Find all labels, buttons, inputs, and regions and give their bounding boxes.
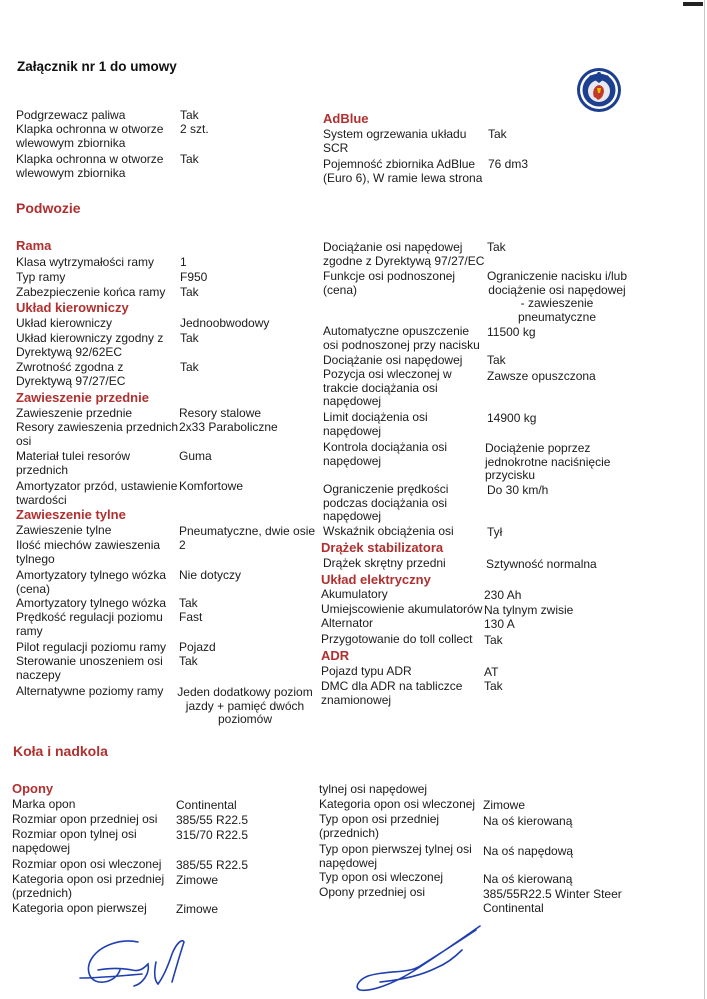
label: Klapka ochronna w otworze wlewowym zbiornika — [16, 122, 164, 150]
value: Tak — [180, 331, 199, 345]
value: Guma — [179, 449, 212, 463]
value: 1 — [180, 255, 187, 269]
value: 11500 kg — [487, 325, 536, 339]
value: Do 30 km/h — [487, 483, 549, 497]
label: Funkcje osi podnoszonej (cena) — [323, 269, 456, 297]
value: Tak — [180, 108, 199, 122]
value: Tył — [487, 525, 503, 539]
label: Układ kierowniczy zgodny z Dyrektywą 92/62EC — [16, 331, 164, 359]
label: Zawieszenie przednie — [16, 406, 133, 420]
value: Continental — [176, 798, 237, 812]
value: Tak — [179, 596, 198, 610]
label: Pojemność zbiornika AdBlue (Euro 6), W ramie lewa strona — [323, 157, 483, 185]
label: Automatyczne opuszczenie osi podnoszonej przy nacisku — [323, 324, 480, 352]
label: Dociążanie osi napędowej — [323, 353, 463, 367]
label: Prędkość regulacji poziomu ramy — [16, 610, 163, 638]
page-title: Załącznik nr 1 do umowy — [17, 59, 177, 74]
value: F950 — [180, 270, 208, 284]
value: 385/55 R22.5 — [176, 813, 249, 827]
value: Tak — [484, 633, 503, 647]
value: 2 szt. — [180, 122, 209, 136]
value: Zimowe — [483, 798, 526, 812]
value: 315/70 R22.5 — [176, 828, 249, 842]
value: 2x33 Paraboliczne — [179, 420, 278, 434]
label: Kontrola dociążania osi napędowej — [323, 440, 448, 468]
value: Sztywność normalna — [486, 557, 597, 571]
label: Resory zawieszenia przednich osi — [16, 420, 179, 448]
label: Ograniczenie prędkości podczas dociążania osi napędowej — [323, 482, 449, 523]
label: Umiejscowienie akumulatorów — [321, 602, 483, 616]
value: Jednoobwodowy — [180, 316, 270, 330]
value: Na oś napędową — [483, 844, 574, 858]
handwritten-signature-2-icon — [350, 920, 490, 996]
subheading-zawieszenie-przednie: Zawieszenie przednie — [16, 390, 149, 405]
label: Kategoria opon osi przedniej (przednich) — [12, 872, 165, 900]
label: Materiał tulei resorów przednich — [16, 449, 131, 477]
label: Dociążanie osi napędowej zgodne z Dyrektywą 97/27/EC — [323, 240, 485, 268]
value: Dociążenie poprzez jednokrotne naciśnięcie przycisku — [485, 441, 611, 482]
label: Pilot regulacji poziomu ramy — [16, 640, 167, 654]
value: Fast — [179, 610, 203, 624]
label: Marka opon — [12, 797, 76, 811]
label: Amortyzatory tylnego wózka (cena) — [16, 568, 167, 596]
subheading-uklad-kierowniczy: Układ kierowniczy — [16, 300, 129, 315]
value: Na oś kierowaną — [483, 872, 573, 886]
label: Alternator — [321, 616, 374, 630]
label: Akumulatory — [321, 587, 388, 601]
subheading-opony: Opony — [12, 781, 54, 796]
value: Nie dotyczy — [179, 568, 242, 582]
value: Komfortowe — [179, 479, 244, 493]
label: Rozmiar opon przedniej osi — [12, 812, 158, 826]
label: Drążek skrętny przedni — [323, 556, 446, 570]
label: Klasa wytrzymałości ramy — [16, 255, 155, 269]
section-heading-podwozie: Podwozie — [16, 200, 81, 216]
label: Typ opon osi przedniej (przednich) — [319, 812, 440, 840]
label: Opony przedniej osi — [319, 885, 426, 899]
value: Pojazd — [179, 640, 216, 654]
label: Rozmiar opon osi wleczonej — [12, 857, 162, 871]
label: Zabezpieczenie końca ramy — [16, 285, 166, 299]
value: Zawsze opuszczona — [487, 369, 596, 383]
label: Typ opon osi wleczonej — [319, 870, 444, 884]
label: Kategoria opon osi wleczonej — [319, 797, 476, 811]
value: Pneumatyczne, dwie osie — [179, 524, 316, 538]
value: Tak — [488, 127, 507, 141]
label: Zwrotność zgodna z Dyrektywą 97/27/EC — [16, 360, 126, 388]
handwritten-signature-1-icon — [60, 932, 200, 994]
label: Podgrzewacz paliwa — [16, 108, 126, 122]
value: Zimowe — [176, 902, 219, 916]
section-heading-kola-i-nadkola: Koła i nadkola — [13, 743, 108, 759]
value: 130 A — [484, 617, 515, 631]
label: Zawieszenie tylne — [16, 523, 112, 537]
subheading-drazek-stabilizatora: Drążek stabilizatora — [321, 540, 444, 555]
value: Tak — [487, 353, 506, 367]
label: Pojazd typu ADR — [321, 664, 412, 678]
value: Tak — [180, 152, 199, 166]
subheading-uklad-elektryczny: Układ elektryczny — [321, 572, 431, 587]
value: Tak — [179, 654, 198, 668]
value: Ograniczenie nacisku i/lub dociążenie osi napędowej - zawieszenie pneumatyczne — [486, 269, 628, 324]
label: Rozmiar opon tylnej osi napędowej — [12, 827, 137, 855]
label: Amortyzatory tylnego wózka — [16, 596, 167, 610]
section-heading-adblue: AdBlue — [323, 111, 369, 126]
label: tylnej osi napędowej — [319, 782, 428, 796]
label: System ogrzewania układu SCR — [323, 127, 467, 155]
value: Na oś kierowaną — [483, 814, 573, 828]
value: Zimowe — [176, 873, 219, 887]
value: 385/55R22.5 Winter Steer Continental — [483, 887, 622, 915]
label: Wskaźnik obciążenia osi — [323, 524, 454, 538]
label: Amortyzator przód, ustawienie twardości — [16, 479, 178, 507]
value: 230 Ah — [484, 588, 522, 602]
value: 76 dm3 — [488, 157, 529, 171]
value: Tak — [484, 679, 503, 693]
value: AT — [484, 665, 499, 679]
value: Tak — [487, 240, 506, 254]
label: Klapka ochronna w otworze wlewowym zbiornika — [16, 152, 164, 180]
subheading-adr: ADR — [321, 648, 350, 663]
value: Jeden dodatkowy poziom jazdy + pamięć dwóch poziomów — [177, 685, 313, 726]
label: Kategoria opon pierwszej — [12, 901, 147, 915]
label: Typ ramy — [16, 270, 66, 284]
scania-griffin-logo-icon — [575, 66, 623, 114]
label: Przygotowanie do toll collect — [321, 632, 473, 646]
label: Alternatywne poziomy ramy — [16, 684, 164, 698]
label: DMC dla ADR na tabliczce znamionowej — [321, 679, 463, 707]
value: 385/55 R22.5 — [176, 858, 249, 872]
subheading-rama: Rama — [16, 238, 52, 253]
value: Resory stalowe — [179, 406, 262, 420]
label: Pozycja osi wleczonej w trakcie dociążania osi napędowej — [323, 367, 452, 408]
label: Limit dociążenia osi napędowej — [323, 410, 428, 438]
value: Tak — [180, 360, 199, 374]
label: Typ opon pierwszej tylnej osi napędowej — [319, 842, 472, 870]
label: Sterowanie unoszeniem osi naczepy — [16, 654, 163, 682]
subheading-zawieszenie-tylne: Zawieszenie tylne — [16, 507, 126, 522]
label: Ilość miechów zawieszenia tylnego — [16, 538, 161, 566]
value: Tak — [180, 285, 199, 299]
scan-mark — [683, 2, 703, 6]
value: Na tylnym zwisie — [484, 603, 574, 617]
label: Układ kierowniczy — [16, 316, 113, 330]
value: 14900 kg — [487, 411, 537, 425]
value: 2 — [179, 538, 186, 552]
